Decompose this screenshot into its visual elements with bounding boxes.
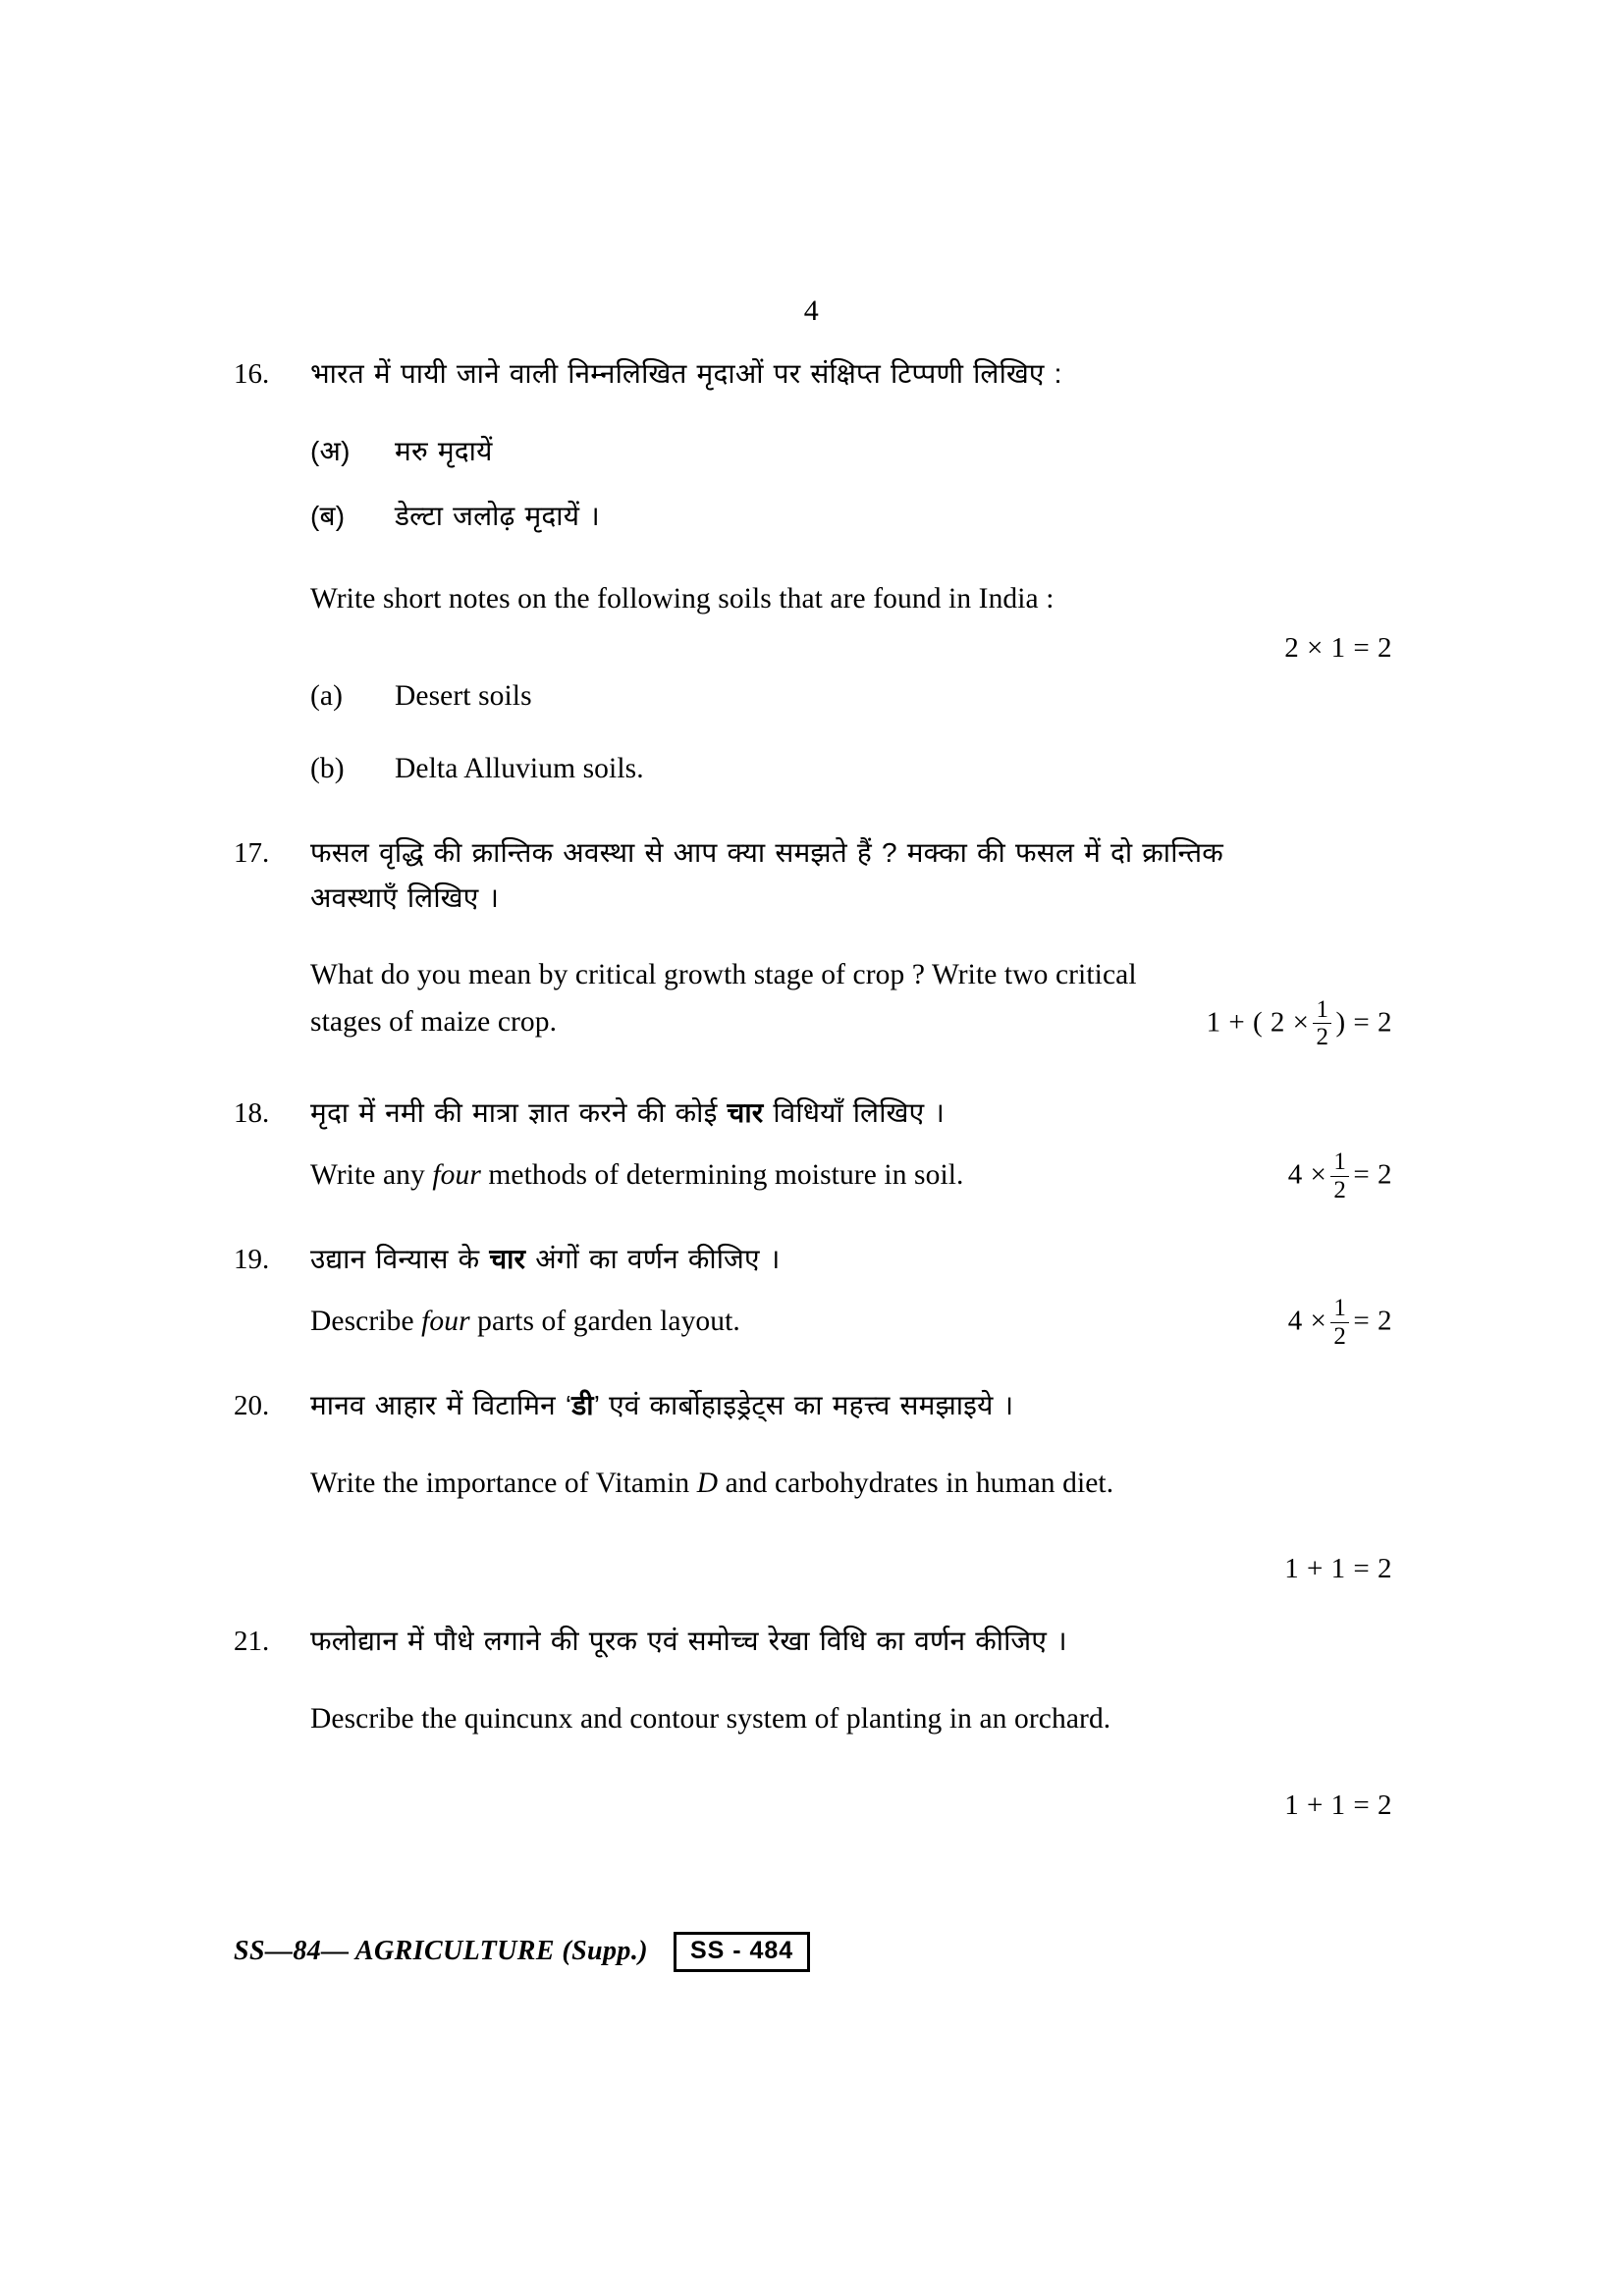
- question-18-number: 18.: [234, 1096, 270, 1129]
- question-19-hindi-part-2: अंगों का वर्णन कीजिए ।: [525, 1244, 781, 1275]
- question-17-english-line-2: stages of maize crop.: [310, 1006, 558, 1039]
- question-19-english-part-2: parts of garden layout.: [469, 1306, 740, 1338]
- question-17-marks-prefix: 1 + ( 2 ×: [1206, 1006, 1310, 1039]
- question-18-marks: [1288, 1150, 1392, 1203]
- question-19-marks-denominator: 2: [1330, 1322, 1349, 1350]
- question-17-marks-fraction: [1313, 997, 1331, 1050]
- question-20-english-part-2: and carbohydrates in human diet.: [718, 1467, 1114, 1499]
- question-16: [234, 351, 1392, 791]
- question-18-english-row: [310, 1150, 1392, 1203]
- footer-paper-code-box: SS - 484: [674, 1932, 810, 1972]
- question-21-number: 21.: [234, 1626, 270, 1658]
- question-18-english-part-1: Write any: [310, 1158, 433, 1191]
- question-20: [234, 1383, 1392, 1585]
- question-19-english-part-1: Describe: [310, 1306, 422, 1338]
- question-18-marks-prefix: 4 ×: [1287, 1158, 1327, 1191]
- question-16-english-item-a: [310, 674, 1392, 720]
- question-16-hindi-item-b: [310, 494, 1392, 538]
- question-18-hindi-part-2: विधियाँ लिखिए ।: [763, 1096, 946, 1128]
- question-21-marks: 1 + 1 = 2: [1284, 1789, 1392, 1821]
- question-19-hindi-text: [310, 1237, 1392, 1281]
- question-18-hindi-emphasis: चार: [727, 1096, 764, 1128]
- question-20-english-part-1: Write the importance of Vitamin: [310, 1467, 697, 1499]
- question-17-hindi-line-2: अवस्थाएँ लिखिए ।: [310, 881, 500, 913]
- question-16-english-item-b-label: (b): [310, 752, 345, 784]
- question-20-hindi-part-1: मानव आहार में विटामिन ‘: [310, 1390, 572, 1421]
- question-18-english-text: [310, 1153, 964, 1199]
- question-17-marks-denominator: 2: [1313, 1023, 1331, 1050]
- question-18-english-emphasis: four: [432, 1158, 481, 1191]
- question-16-hindi-item-a-text: मरु मृदायें: [395, 436, 493, 467]
- question-19-marks-prefix: 4 ×: [1287, 1306, 1327, 1338]
- question-18-english-part-2: methods of determining moisture in soil.: [480, 1158, 964, 1191]
- question-17-english-line-2-row: [310, 995, 1392, 1051]
- question-19-marks-suffix: = 2: [1353, 1306, 1392, 1338]
- question-19-hindi-part-1: उद्यान विन्यास के: [310, 1244, 490, 1275]
- question-16-number: 16.: [234, 358, 270, 390]
- question-20-english-emphasis: D: [696, 1467, 719, 1499]
- question-18-hindi-part-1: मृदा में नमी की मात्रा ज्ञात करने की कोई: [310, 1096, 728, 1128]
- question-16-hindi-item-b-text: डेल्टा जलोढ़ मृदायें ।: [395, 500, 600, 531]
- question-19-english-text: [310, 1300, 740, 1345]
- question-19-marks: [1288, 1297, 1392, 1350]
- question-18-marks-fraction: [1330, 1149, 1349, 1202]
- question-16-hindi-prompt: भारत में पायी जाने वाली निम्नलिखित मृदाओं पर संक्षिप्त टिप्पणी लिखिए :: [310, 358, 1062, 389]
- question-16-hindi-item-a: [310, 429, 1392, 473]
- question-21-english-text: Describe the quincunx and contour system of planting in an orchard.: [310, 1702, 1111, 1735]
- question-16-english-item-b-text: Delta Alluvium soils.: [395, 752, 644, 784]
- question-16-english-item-a-text: Desert soils: [395, 679, 532, 712]
- question-18-marks-suffix: = 2: [1353, 1158, 1392, 1191]
- question-17-english-line-1: What do you mean by critical growth stage of crop ? Write two critical: [310, 958, 1137, 990]
- question-20-marks: 1 + 1 = 2: [1284, 1553, 1392, 1585]
- questions-container: [234, 351, 1392, 1822]
- question-20-hindi-text: [310, 1383, 1392, 1427]
- page-number: 4: [803, 294, 820, 327]
- question-16-english-item-b: [310, 747, 1392, 792]
- question-19-marks-fraction: [1330, 1296, 1349, 1349]
- page-footer: [234, 1932, 810, 1972]
- question-16-hindi-item-a-label: (अ): [310, 436, 351, 467]
- question-16-english-item-a-label: (a): [310, 679, 344, 712]
- question-16-marks: 2 × 1 = 2: [1284, 631, 1392, 664]
- question-18-marks-numerator: 1: [1333, 1148, 1347, 1176]
- question-19-marks-numerator: 1: [1333, 1295, 1347, 1322]
- question-19-english-emphasis: four: [421, 1306, 470, 1338]
- question-21-hindi-text: फलोद्यान में पौधे लगाने की पूरक एवं समोच्च रेखा विधि का वर्णन कीजिए ।: [310, 1626, 1067, 1657]
- question-18-hindi-text: [310, 1091, 1392, 1135]
- question-17-marks: [1206, 995, 1392, 1051]
- question-17-number: 17.: [234, 837, 270, 870]
- question-20-number: 20.: [234, 1390, 270, 1422]
- question-17-marks-numerator: 1: [1316, 995, 1329, 1023]
- question-19-hindi-emphasis: चार: [489, 1244, 526, 1275]
- question-19-english-row: [310, 1297, 1392, 1350]
- question-17: [234, 830, 1392, 1050]
- question-17-hindi-line-1: फसल वृद्धि की क्रान्तिक अवस्था से आप क्या समझते हैं ? मक्का की फसल में दो क्रान्तिक: [310, 837, 1223, 869]
- question-17-marks-suffix: ) = 2: [1335, 1006, 1392, 1039]
- question-16-hindi-item-b-label: (ब): [310, 500, 346, 531]
- question-21: [234, 1619, 1392, 1821]
- question-20-hindi-part-2: ’ एवं कार्बोहाइड्रेट्स का महत्त्व समझाइये ।: [593, 1390, 1014, 1421]
- question-18: [234, 1091, 1392, 1203]
- question-19-number: 19.: [234, 1244, 270, 1276]
- question-20-english-text: [310, 1462, 1392, 1507]
- question-20-hindi-emphasis: डी: [571, 1390, 594, 1421]
- question-19: [234, 1237, 1392, 1350]
- footer-subject-code: SS—84— AGRICULTURE (Supp.): [234, 1936, 648, 1967]
- question-18-marks-denominator: 2: [1330, 1176, 1349, 1203]
- question-16-english-prompt: Write short notes on the following soils that are found in India :: [310, 583, 1055, 615]
